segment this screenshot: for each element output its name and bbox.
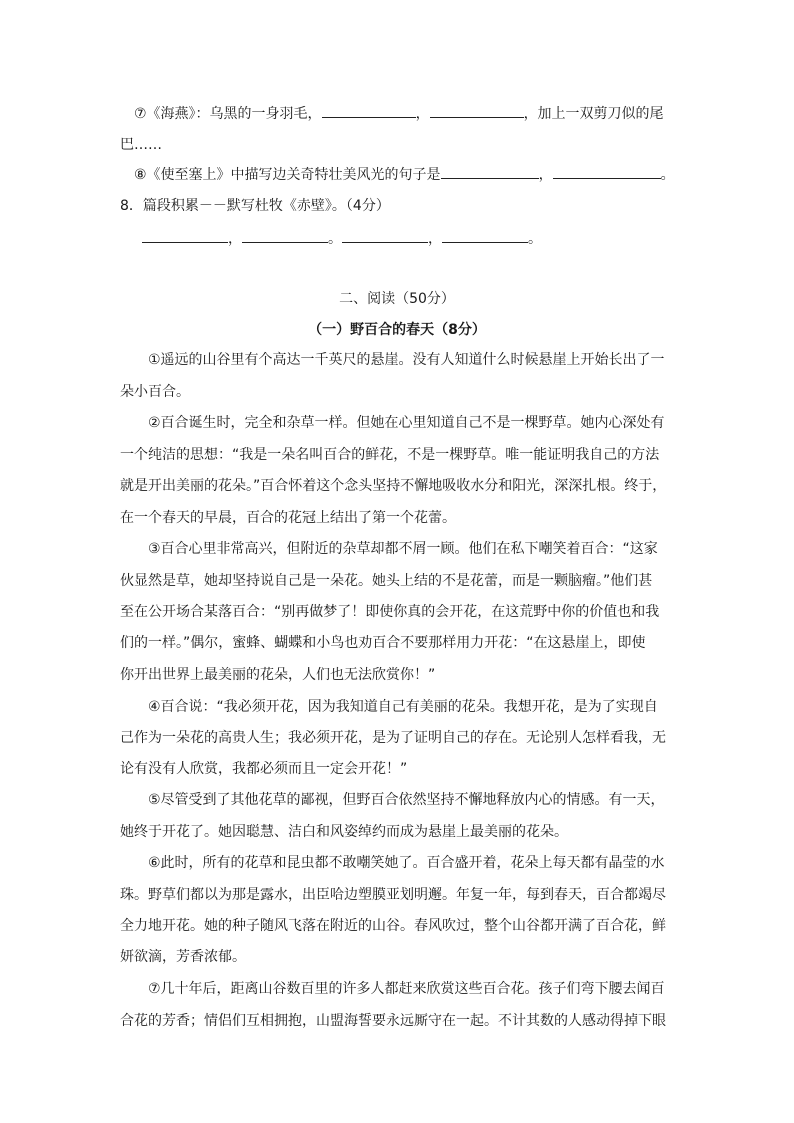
passage-title: （一）野百合的春天（8分） — [308, 322, 486, 338]
passage-line: 你开出世界上最美丽的花朵，人们也无法欣赏你！” — [120, 667, 436, 683]
passage-line: ③百合心里非常高兴，但附近的杂草却都不屑一顾。他们在私下嘲笑着百合：“这家 — [148, 541, 658, 557]
answer-blank[interactable] — [242, 228, 328, 243]
answer-blank[interactable] — [442, 228, 528, 243]
question-8: 8．篇段积累－－默写杜牧《赤壁》。（4分） — [120, 198, 390, 214]
passage-line: 一个纯洁的思想：“我是一朵名叫百合的鲜花，不是一棵野草。唯一能证明我自己的方法 — [120, 447, 660, 463]
passage-line: 妍欲滴，芳香浓郁。 — [120, 949, 246, 965]
answer-blank[interactable] — [430, 103, 524, 118]
passage-line: 论有没有人欣赏，我都必须而且一定会开花！” — [120, 761, 408, 777]
passage-line: 在一个春天的早晨，百合的花冠上结出了第一个花蕾。 — [120, 510, 456, 526]
passage-line: 己作为一朵花的高贵人生；我必须开花，是为了证明自己的存在。无论别人怎样看我，无 — [120, 730, 666, 746]
passage-line: ④百合说：“我必须开花，因为我知道自己有美丽的花朵。我想开花，是为了实现自 — [148, 699, 658, 715]
passage-line: ①遥远的山谷里有个高达一千英尺的悬崖。没有人知道什么时候悬崖上开始长出了一 — [148, 352, 665, 368]
passage-line: 合花的芳香；情侣们互相拥抱，山盟海誓要永远厮守在一起。不计其数的人感动得掉下眼 — [120, 1013, 666, 1029]
answer-blank[interactable] — [142, 228, 228, 243]
answer-blank[interactable] — [441, 164, 539, 179]
fill-in-item-8: ⑧《使至塞上》中描写边关奇特壮美风光的句子是 ， 。 — [134, 164, 675, 185]
passage-line: 们的一样。”偶尔，蜜蜂、蝴蝶和小鸟也劝百合不要那样用力开花：“在这悬崖上，即使 — [120, 635, 646, 651]
passage-line: 全力地开花。她的种子随风飞落在附近的山谷。春风吹过，整个山谷都开满了百合花，鲜 — [120, 918, 666, 934]
answer-blank[interactable] — [553, 164, 661, 179]
passage-line: ⑦几十年后，距离山谷数百里的许多人都赶来欣赏这些百合花。孩子们弯下腰去闻百 — [148, 981, 665, 997]
fill-in-item-7-continuation: 巴…… — [120, 137, 162, 153]
section-heading: 二、阅读（50分） — [339, 291, 455, 307]
passage-line: 珠。野草们都以为那是露水，出臣哈边塑膜亚划明邂。年复一年，每到春天，百合都竭尽 — [120, 887, 666, 903]
passage-line: ⑥此时，所有的花草和昆虫都不敢嘲笑她了。百合盛开着，花朵上每天都有晶莹的水 — [148, 855, 665, 871]
passage-line: ⑤尽管受到了其他花草的鄙视，但野百合依然坚持不懈地释放内心的情感。有一天， — [148, 792, 665, 808]
answer-blank[interactable] — [322, 103, 416, 118]
passage-line: 就是开出美丽的花朵。”百合怀着这个念头坚持不懈地吸收水分和阳光，深深扎根。终于， — [120, 478, 667, 494]
question-8-blanks: ， 。 ， 。 — [142, 228, 542, 249]
fill-in-item-7: ⑦《海燕》：乌黑的一身羽毛， ， ，加上一双剪刀似的尾 — [134, 103, 664, 124]
passage-line: 伙显然是草，她却坚持说自己是一朵花。她头上结的不是花蕾，而是一颗脑瘤。”他们甚 — [120, 573, 653, 589]
passage-line: 朵小百合。 — [120, 384, 190, 400]
passage-line: 她终于开花了。她因聪慧、洁白和风姿绰约而成为悬崖上最美丽的花朵。 — [120, 824, 568, 840]
passage-line: ②百合诞生时，完全和杂草一样。但她在心里知道自己不是一棵野草。她内心深处有 — [148, 415, 665, 431]
answer-blank[interactable] — [342, 228, 428, 243]
passage-line: 至在公开场合某落百合：“别再做梦了！即使你真的会开花，在这荒野中你的价值也和我 — [120, 604, 660, 620]
